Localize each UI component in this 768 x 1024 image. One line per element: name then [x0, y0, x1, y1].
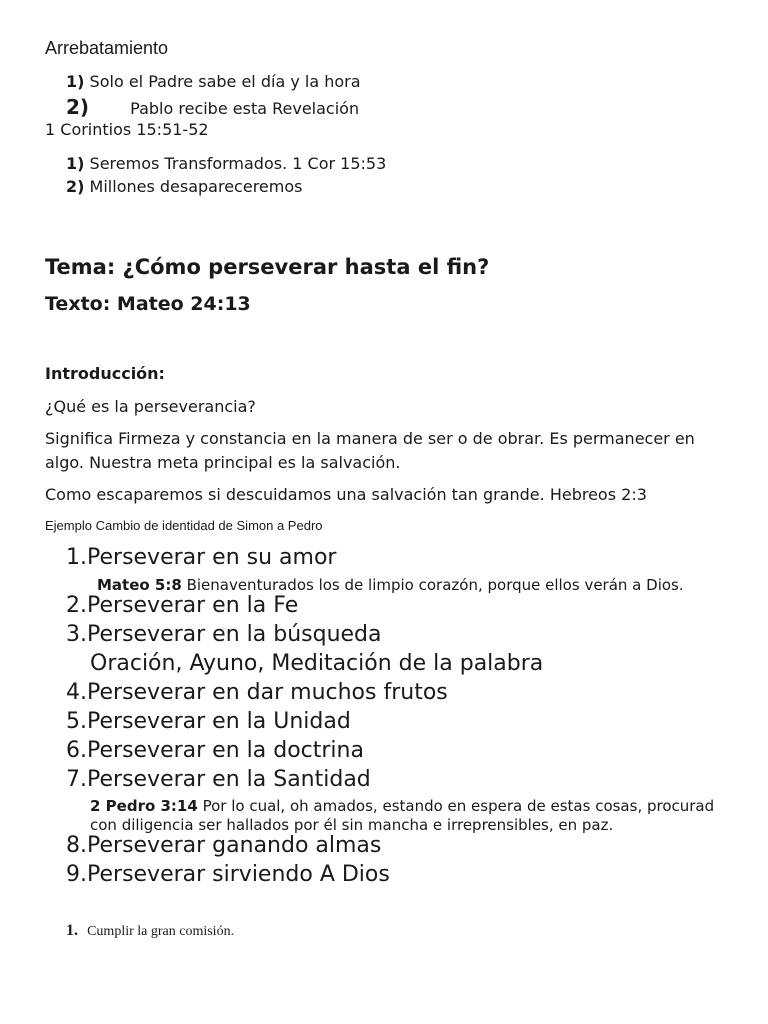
item-text: Perseverar en su amor	[87, 545, 337, 570]
escape-text: Como escaparemos si descuidamos una salvación tan grande.	[45, 485, 545, 504]
item-text: Perseverar sirviendo A Dios	[87, 862, 390, 887]
item-number: 1)	[66, 72, 85, 91]
item-number: 1.	[66, 545, 87, 570]
list-item	[66, 154, 386, 173]
item-text: Pablo recibe esta Revelación	[130, 99, 360, 118]
verse-reference: 2 Pedro 3:14	[90, 797, 198, 815]
scripture-reference: 1 Corintios 15:51-52	[45, 120, 209, 139]
item-number: 1.	[66, 922, 78, 939]
item-text: Seremos Transformados. 1 Cor 15:53	[89, 154, 387, 173]
item-number: 2)	[66, 95, 90, 119]
item-number: 4.	[66, 680, 87, 705]
item-text: Perseverar en dar muchos frutos	[87, 680, 448, 705]
list-item	[66, 72, 361, 91]
item-text: Perseverar en la doctrina	[87, 738, 364, 763]
item-text: Perseverar en la búsqueda	[87, 622, 382, 647]
item-text: Perseverar ganando almas	[87, 833, 382, 858]
list-item	[66, 622, 382, 647]
item-number: 1)	[66, 154, 85, 173]
list-item	[66, 833, 381, 858]
item-text: Solo el Padre sabe el día y la hora	[89, 72, 361, 91]
verse-quote	[90, 797, 730, 835]
list-item	[66, 545, 336, 570]
item-number: 6.	[66, 738, 87, 763]
item-number: 5.	[66, 709, 87, 734]
item-number: 9.	[66, 862, 87, 887]
list-item	[66, 862, 390, 887]
item-text: Cumplir la gran comisión.	[87, 924, 235, 939]
sermon-title: Tema: ¿Cómo perseverar hasta el fin?	[45, 255, 490, 279]
item-number: 8.	[66, 833, 87, 858]
item-number: 7.	[66, 767, 87, 792]
item-number: 2)	[66, 177, 85, 196]
intro-question: ¿Qué es la perseverancia?	[45, 397, 256, 416]
escape-paragraph	[45, 485, 647, 504]
item-number: 3.	[66, 622, 87, 647]
verse-reference: Mateo 5:8	[97, 576, 182, 594]
item-text: Millones desapareceremos	[89, 177, 303, 196]
verse-text: Bienaventurados los de limpio corazón, porque ellos verán a Dios.	[181, 576, 684, 594]
section-heading: Arrebatamiento	[45, 38, 169, 58]
item-detail: Oración, Ayuno, Meditación de la palabra	[90, 651, 544, 676]
verse-quote	[97, 576, 684, 594]
sermon-text-reference: Texto: Mateo 24:13	[45, 293, 251, 315]
list-item	[66, 920, 234, 940]
item-text: Perseverar en la Unidad	[87, 709, 351, 734]
escape-reference: Hebreos 2:3	[549, 485, 647, 504]
example-note: Ejemplo Cambio de identidad de Simon a Pedro	[45, 518, 323, 533]
list-item	[66, 767, 371, 792]
list-item	[66, 680, 448, 705]
verse-text: Por lo cual, oh amados, estando en espera de estas cosas, procurad con diligencia ser hallados por él sin mancha e irreprensibles, en paz.	[90, 797, 715, 834]
item-text: Perseverar en la Fe	[87, 593, 299, 618]
list-item	[66, 709, 351, 734]
list-item	[66, 593, 298, 618]
intro-heading: Introducción:	[45, 364, 165, 383]
list-item	[66, 738, 364, 763]
list-item	[66, 95, 359, 119]
item-number: 2.	[66, 593, 87, 618]
definition-paragraph: Significa Firmeza y constancia en la manera de ser o de obrar. Es permanecer en algo. Nuestra meta principal es la salvación.	[45, 429, 695, 472]
item-text: Perseverar en la Santidad	[87, 767, 371, 792]
list-item	[66, 177, 302, 196]
